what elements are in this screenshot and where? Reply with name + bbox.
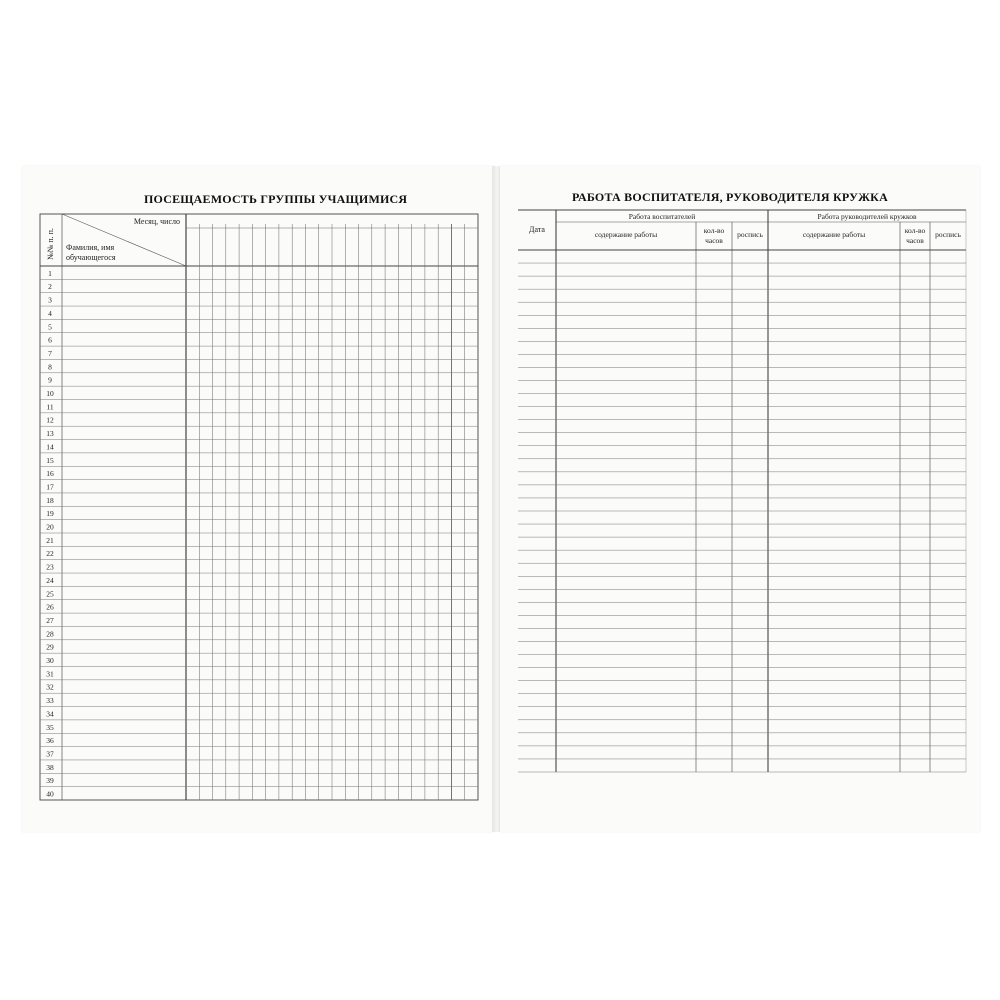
table-border: [40, 214, 478, 800]
content-header: содержание работы: [594, 230, 658, 239]
row-number: 29: [46, 642, 54, 652]
row-number: 30: [46, 656, 54, 665]
row-number: 37: [46, 749, 54, 759]
row-number: 15: [46, 455, 54, 465]
row-number: 20: [46, 522, 54, 532]
row-number: 16: [46, 469, 54, 479]
row-number: 21: [46, 535, 54, 545]
row-number: 3: [48, 295, 52, 305]
row-number: 32: [46, 682, 54, 692]
work-log-title: РАБОТА ВОСПИТАТЕЛЯ, РУКОВОДИТЕЛЯ КРУЖКА: [572, 190, 888, 204]
row-number: 23: [46, 562, 54, 572]
row-number: 27: [46, 615, 54, 625]
row-number: 26: [46, 602, 54, 612]
hours-header: часов: [906, 236, 924, 245]
left-page: [22, 166, 494, 832]
name-header: обучающегося: [66, 253, 116, 262]
row-number: 31: [46, 669, 54, 679]
row-number: 6: [48, 335, 52, 345]
row-number: 40: [46, 789, 54, 799]
row-number: 24: [46, 575, 54, 585]
number-header: №№ п. п.: [46, 228, 55, 260]
row-number: 17: [46, 482, 54, 492]
row-number: 5: [48, 322, 52, 332]
date-header: Дата: [529, 225, 545, 234]
club-leader-group-header: Работа руководителей кружков: [817, 212, 917, 221]
hours-header: часов: [705, 236, 723, 245]
attendance-table: [22, 166, 494, 832]
row-number: 38: [46, 762, 54, 772]
row-number: 34: [46, 709, 54, 719]
row-number: 7: [48, 348, 52, 358]
journal-spread: [22, 166, 980, 832]
row-number: 33: [46, 696, 54, 706]
row-number: 14: [46, 442, 54, 452]
row-number: 9: [48, 375, 52, 385]
hours-header: кол-во: [703, 226, 725, 235]
row-number: 18: [46, 495, 54, 505]
row-number: 28: [46, 629, 54, 639]
row-number: 11: [46, 402, 54, 412]
row-number: 2: [48, 282, 52, 292]
row-number: 8: [48, 362, 52, 372]
row-number: 10: [46, 389, 54, 398]
row-number: 36: [46, 736, 54, 746]
attendance-title: ПОСЕЩАЕМОСТЬ ГРУППЫ УЧАЩИМИСЯ: [144, 192, 408, 206]
signature-header: роспись: [935, 230, 961, 239]
work-log-table: [500, 166, 980, 832]
name-header: Фамилия, имя: [66, 243, 115, 252]
row-number: 22: [46, 549, 54, 559]
row-number: 4: [48, 308, 52, 318]
row-number: 39: [46, 776, 54, 786]
educator-group-header: Работа воспитателей: [628, 212, 696, 221]
month-day-header: Месяц, число: [133, 217, 180, 226]
row-number: 13: [46, 429, 54, 439]
right-page: [500, 166, 980, 832]
content-header: содержание работы: [802, 230, 866, 239]
row-number: 25: [46, 589, 54, 599]
row-number: 19: [46, 509, 54, 519]
row-number: 1: [48, 268, 52, 278]
row-number: 12: [46, 415, 54, 425]
hours-header: кол-во: [904, 226, 926, 235]
row-number: 35: [46, 722, 54, 732]
signature-header: роспись: [737, 230, 763, 239]
